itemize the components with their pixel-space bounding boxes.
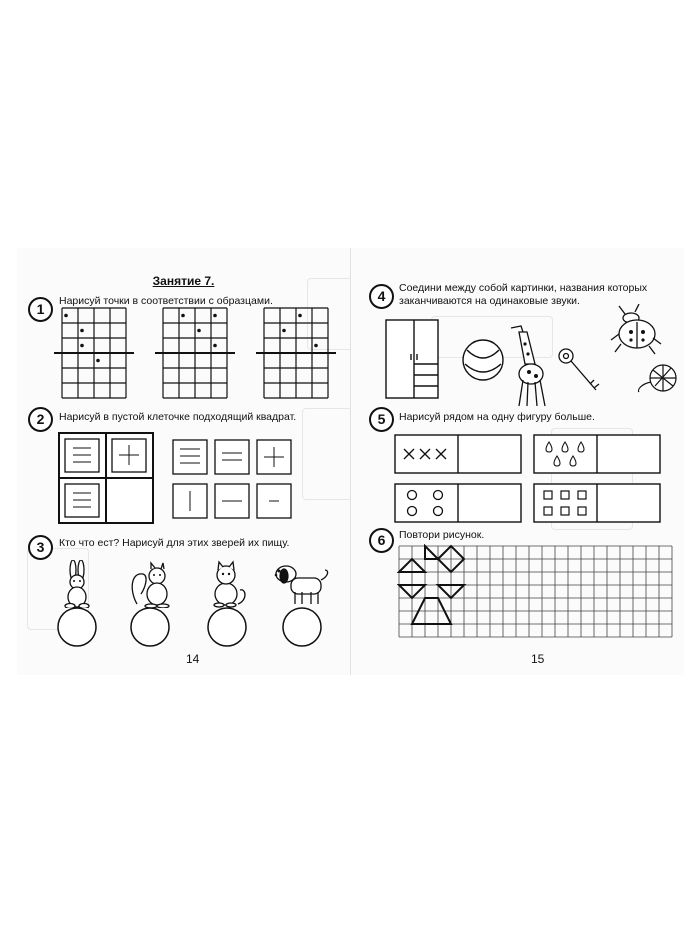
dot-grid-3[interactable]	[256, 308, 336, 398]
task-2-text: Нарисуй в пустой клеточке подходящий квадрат.	[59, 411, 297, 423]
sample-dot	[80, 329, 84, 333]
task-5-row-circles[interactable]	[394, 483, 524, 525]
task-1-number: 1	[28, 297, 53, 322]
task-5-row-squares[interactable]	[533, 483, 663, 525]
yarn-ball-icon	[635, 362, 679, 396]
task-6-number: 6	[369, 528, 394, 553]
squirrel-icon	[129, 560, 175, 608]
task-4-number: 4	[369, 284, 394, 309]
task-4-text: Соедини между собой картинки, названия которых заканчиваются на одинаковые звуки.	[399, 282, 648, 307]
wardrobe-icon	[384, 318, 440, 400]
sample-dot	[213, 344, 217, 348]
task-3-number: 3	[28, 535, 53, 560]
cat-icon	[202, 560, 248, 608]
right-page	[351, 248, 684, 675]
lesson-title: Занятие 7.	[152, 274, 215, 288]
page-number-right: 15	[531, 652, 545, 666]
task-5-row-crosses[interactable]	[394, 434, 524, 476]
hare-icon	[57, 560, 101, 608]
sample-dot	[213, 314, 217, 318]
task-3-food-circles[interactable]	[17, 605, 350, 655]
task-2-small-grid	[169, 438, 299, 524]
sample-dot	[314, 344, 318, 348]
left-page	[17, 248, 351, 675]
task-6-text: Повтори рисунок.	[399, 529, 485, 541]
sample-dot	[64, 314, 68, 318]
ball-icon	[459, 336, 507, 384]
task-2-number: 2	[28, 407, 53, 432]
task-3-text: Кто что ест? Нарисуй для этих зверей их пищу.	[59, 537, 290, 549]
page-number-left: 14	[186, 652, 200, 666]
task-5-text: Нарисуй рядом на одну фигуру больше.	[399, 411, 595, 423]
dot-grid-1[interactable]	[54, 308, 134, 398]
sample-dot	[282, 329, 286, 333]
dot-grid-2[interactable]	[155, 308, 235, 398]
task-1-text: Нарисуй точки в соответствии с образцами.	[59, 295, 273, 307]
sample-dot	[181, 314, 185, 318]
sample-dot	[80, 344, 84, 348]
task-2-big-grid[interactable]	[57, 431, 157, 527]
sample-dot	[96, 359, 100, 363]
beetle-icon	[607, 304, 667, 358]
task-5-number: 5	[369, 407, 394, 432]
dog-icon	[273, 562, 331, 606]
task-6-copy-grid[interactable]	[397, 544, 681, 640]
sample-dot	[298, 314, 302, 318]
key-icon	[556, 346, 606, 400]
sample-dot	[197, 329, 201, 333]
giraffe-icon	[501, 322, 551, 408]
task-1-dot-grids[interactable]	[17, 306, 350, 406]
task-5-row-drops[interactable]	[533, 434, 663, 476]
workbook-spread	[17, 248, 684, 675]
